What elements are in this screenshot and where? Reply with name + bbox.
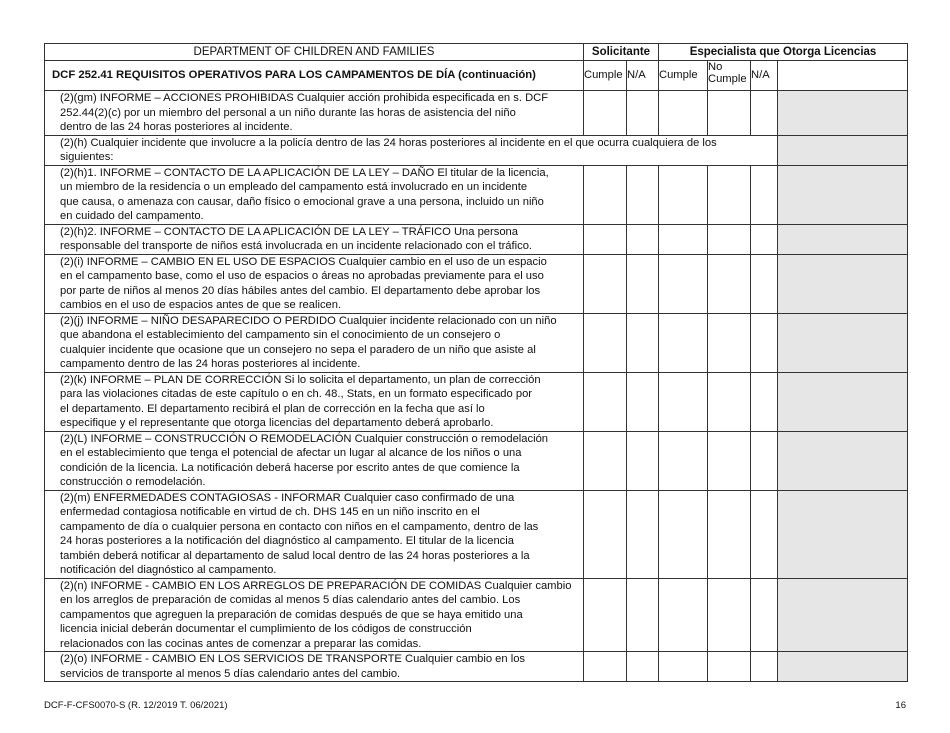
requirement-text (45, 431, 584, 490)
specialist-no-cumple-cell[interactable] (708, 490, 751, 578)
specialist-cumple-cell[interactable] (659, 91, 708, 136)
requirement-text (45, 313, 584, 372)
text-line: responsable del transporte de niños está involucrada en un incidente relacionado con el tráfico. (60, 240, 533, 252)
text-line: (2)(h)1. INFORME – CONTACTO DE LA APLICACIÓN DE LA LEY – DAÑO El titular de la licencia, (60, 166, 549, 179)
specialist-na-cell[interactable] (751, 313, 778, 372)
table-row (45, 313, 908, 372)
applicant-na-cell[interactable] (627, 578, 659, 652)
text-line: enfermedad contagiosa notificable en virtud de ch. DHS 145 en un niño inscrito en el (60, 506, 480, 518)
specialist-group-header: Especialista que Otorga Licencias (659, 44, 908, 61)
text-line: servicios de transporte al menos 5 días calendario antes del cambio. (60, 667, 401, 680)
page-number: 16 (895, 700, 906, 711)
specialist-no-cumple-cell[interactable] (708, 652, 751, 682)
requirements-table (44, 43, 908, 682)
specialist-na-cell[interactable] (751, 372, 778, 431)
specialist-na-header: N/A (751, 61, 778, 91)
specialist-cumple-cell[interactable] (659, 652, 708, 682)
text-line: siguientes: (60, 151, 114, 163)
text-line: notificación del diagnóstico al campamento. (60, 564, 277, 576)
gray-filler (778, 313, 908, 372)
text-line: (2)(h) Cualquier incidente que involucre a la policía dentro de las 24 horas posteriores al incidente en el que ocurra cualquiera de los (60, 136, 717, 149)
text-line: en el campamento base, como el uso de espacios o áreas no aprobadas previamente para el uso (60, 270, 544, 282)
table-row (45, 578, 908, 652)
section-title: DCF 252.41 REQUISITOS OPERATIVOS PARA LOS CAMPAMENTOS DE DÍA (continuación) (45, 61, 584, 91)
text-line: también deberá notificar al departamento de salud local dentro de las 24 horas posteriores a la (60, 549, 530, 562)
specialist-cumple-cell[interactable] (659, 254, 708, 313)
requirement-text (45, 652, 584, 682)
requirement-text (45, 578, 584, 652)
specialist-no-cumple-cell[interactable] (708, 91, 751, 136)
applicant-cumple-cell[interactable] (584, 431, 627, 490)
table-row (45, 652, 908, 682)
text-line: (2)(L) INFORME – CONSTRUCCIÓN O REMODELACIÓN Cualquier construcción o remodelación (60, 432, 549, 445)
requirement-text (45, 135, 778, 165)
specialist-cumple-cell[interactable] (659, 431, 708, 490)
specialist-na-cell[interactable] (751, 254, 778, 313)
text-line: especifique y el representante que otorga licencias del departamento deberá aprobarlo. (60, 417, 494, 429)
specialist-no-cumple-cell[interactable] (708, 578, 751, 652)
specialist-no-cumple-cell[interactable] (708, 372, 751, 431)
applicant-cumple-cell[interactable] (584, 652, 627, 682)
gray-filler (778, 372, 908, 431)
text-line: el departamento. El departamento recibirá el plan de corrección en la fecha que así lo (60, 402, 485, 415)
gray-filler (778, 135, 908, 165)
text-line: relacionados con las cocinas antes de comenzar a preparar las comidas. (60, 637, 422, 650)
specialist-no-cumple-cell[interactable] (708, 431, 751, 490)
applicant-cumple-cell[interactable] (584, 490, 627, 578)
specialist-cumple-cell[interactable] (659, 372, 708, 431)
requirement-text (45, 91, 584, 136)
text-line: (2)(n) INFORME - CAMBIO EN LOS ARREGLOS DE PREPARACIÓN DE COMIDAS Cualquier cambio (60, 579, 572, 592)
applicant-cumple-cell[interactable] (584, 254, 627, 313)
table-row (45, 224, 908, 254)
gray-filler (778, 165, 908, 224)
applicant-na-cell[interactable] (627, 165, 659, 224)
gray-filler (778, 61, 908, 91)
specialist-no-cumple-cell[interactable] (708, 165, 751, 224)
text-line: construcción o remodelación. (60, 476, 206, 488)
no-cumple-line-1: No (708, 61, 723, 73)
specialist-na-cell[interactable] (751, 578, 778, 652)
gray-filler (778, 431, 908, 490)
table-row (45, 165, 908, 224)
applicant-cumple-header: Cumple (584, 61, 627, 91)
text-line: licencia inicial deberán documentar el cumplimiento de los códigos de construcción (60, 623, 472, 635)
text-line: por parte de niños al menos 20 días hábiles antes del cambio. El departamento debe aprobar los (60, 284, 541, 297)
table-row (45, 372, 908, 431)
gray-filler (778, 91, 908, 136)
text-line: en el establecimiento que tenga el potencial de afectar un lugar al alcance de los niños o una (60, 447, 522, 459)
text-line: dentro de las 24 horas posteriores al incidente. (60, 121, 293, 133)
requirement-text (45, 254, 584, 313)
text-line: que abandona el establecimiento del campamento sin el conocimiento de un consejero o (60, 329, 501, 341)
requirement-text (45, 165, 584, 224)
applicant-cumple-cell[interactable] (584, 91, 627, 136)
text-line: en los arreglos de preparación de comidas al menos 5 días calendario antes del cambio. Los (60, 594, 521, 606)
specialist-no-cumple-cell[interactable] (708, 254, 751, 313)
header-row-1 (45, 44, 908, 61)
gray-filler (778, 652, 908, 682)
applicant-na-cell[interactable] (627, 91, 659, 136)
applicant-na-header: N/A (627, 61, 659, 91)
text-line: campamento de día o cualquier persona en contacto con niños en el campamento, dentro de las (60, 520, 539, 533)
applicant-na-cell[interactable] (627, 490, 659, 578)
gray-filler (778, 254, 908, 313)
text-line: (2)(o) INFORME - CAMBIO EN LOS SERVICIOS DE TRANSPORTE Cualquier cambio en los (60, 653, 526, 665)
header-row-2 (45, 61, 908, 91)
specialist-cumple-cell[interactable] (659, 313, 708, 372)
requirement-text (45, 224, 584, 254)
text-line: que causa, o amenaza con causar, daño físico o emocional grave a una persona, incluido un niño (60, 195, 544, 208)
applicant-na-cell[interactable] (627, 431, 659, 490)
text-line: campamento dentro de las 24 horas posteriores al incidente. (60, 358, 361, 370)
specialist-na-cell[interactable] (751, 431, 778, 490)
applicant-cumple-cell[interactable] (584, 165, 627, 224)
gray-filler (778, 490, 908, 578)
applicant-cumple-cell[interactable] (584, 372, 627, 431)
applicant-na-cell[interactable] (627, 224, 659, 254)
applicant-cumple-cell[interactable] (584, 224, 627, 254)
specialist-na-cell[interactable] (751, 91, 778, 136)
text-line: cualquier incidente que ocasione que un consejero no sepa el paradero de un niño que asiste al (60, 343, 536, 356)
requirement-text (45, 490, 584, 578)
specialist-cumple-cell[interactable] (659, 165, 708, 224)
specialist-na-cell[interactable] (751, 165, 778, 224)
table-row (45, 490, 908, 578)
no-cumple-line-2: Cumple (708, 73, 747, 85)
text-line: (2)(j) INFORME – NIÑO DESAPARECIDO O PERDIDO Cualquier incidente relacionado con un niño (60, 314, 557, 327)
specialist-cumple-cell[interactable] (659, 224, 708, 254)
text-line: en cuidado del campamento. (60, 210, 204, 222)
text-line: (2)(h)2. INFORME – CONTACTO DE LA APLICACIÓN DE LA LEY – TRÁFICO Una persona (60, 225, 519, 238)
specialist-na-cell[interactable] (751, 224, 778, 254)
text-line: (2)(m) ENFERMEDADES CONTAGIOSAS - INFORMAR Cualquier caso confirmado de una (60, 491, 515, 504)
text-line: 252.44(2)(c) por un miembro del personal a un niño durante las horas de asistencia del niño (60, 106, 516, 119)
specialist-no-cumple-cell[interactable] (708, 224, 751, 254)
table-row (45, 91, 908, 136)
text-line: (2)(gm) INFORME – ACCIONES PROHIBIDAS Cualquier acción prohibida especificada en s. DCF (60, 92, 549, 104)
specialist-na-cell[interactable] (751, 652, 778, 682)
specialist-no-cumple-cell[interactable] (708, 313, 751, 372)
text-line: un miembro de la residencia o un empleado del campamento está involucrado en un incidente (60, 181, 528, 193)
table-row (45, 135, 908, 165)
table-row (45, 431, 908, 490)
applicant-na-cell[interactable] (627, 254, 659, 313)
department-name: DEPARTMENT OF CHILDREN AND FAMILIES (45, 44, 584, 61)
applicant-na-cell[interactable] (627, 372, 659, 431)
text-line: (2)(k) INFORME – PLAN DE CORRECCIÓN Si lo solicita el departamento, un plan de corrección (60, 373, 541, 386)
text-line: cambios en el uso de espacios antes de que se realicen. (60, 299, 342, 311)
applicant-cumple-cell[interactable] (584, 578, 627, 652)
requirement-text (45, 372, 584, 431)
applicant-group-header: Solicitante (584, 44, 659, 61)
applicant-na-cell[interactable] (627, 652, 659, 682)
form-id: DCF-F-CFS0070-S (R. 12/2019 T. 06/2021) (44, 700, 228, 711)
specialist-no-cumple-header (708, 61, 751, 91)
text-line: campamentos que agreguen la preparación de comidas después de que se haya emitido una (60, 608, 523, 621)
gray-filler (778, 224, 908, 254)
text-line: (2)(i) INFORME – CAMBIO EN EL USO DE ESPACIOS Cualquier cambio en el uso de un espacio (60, 255, 547, 268)
text-line: para las violaciones citadas de este capítulo o en ch. 48., Stats, en un formato especificado por (60, 388, 533, 400)
table-row (45, 254, 908, 313)
specialist-na-cell[interactable] (751, 490, 778, 578)
applicant-na-cell[interactable] (627, 313, 659, 372)
specialist-cumple-header: Cumple (659, 61, 708, 91)
text-line: condición de la licencia. La notificación deberá hacerse por escrito antes de que comience la (60, 461, 520, 474)
specialist-cumple-cell[interactable] (659, 490, 708, 578)
specialist-cumple-cell[interactable] (659, 578, 708, 652)
applicant-cumple-cell[interactable] (584, 313, 627, 372)
gray-filler (778, 578, 908, 652)
text-line: 24 horas posteriores a la notificación del diagnóstico al campamento. El titular de la licencia (60, 535, 514, 547)
